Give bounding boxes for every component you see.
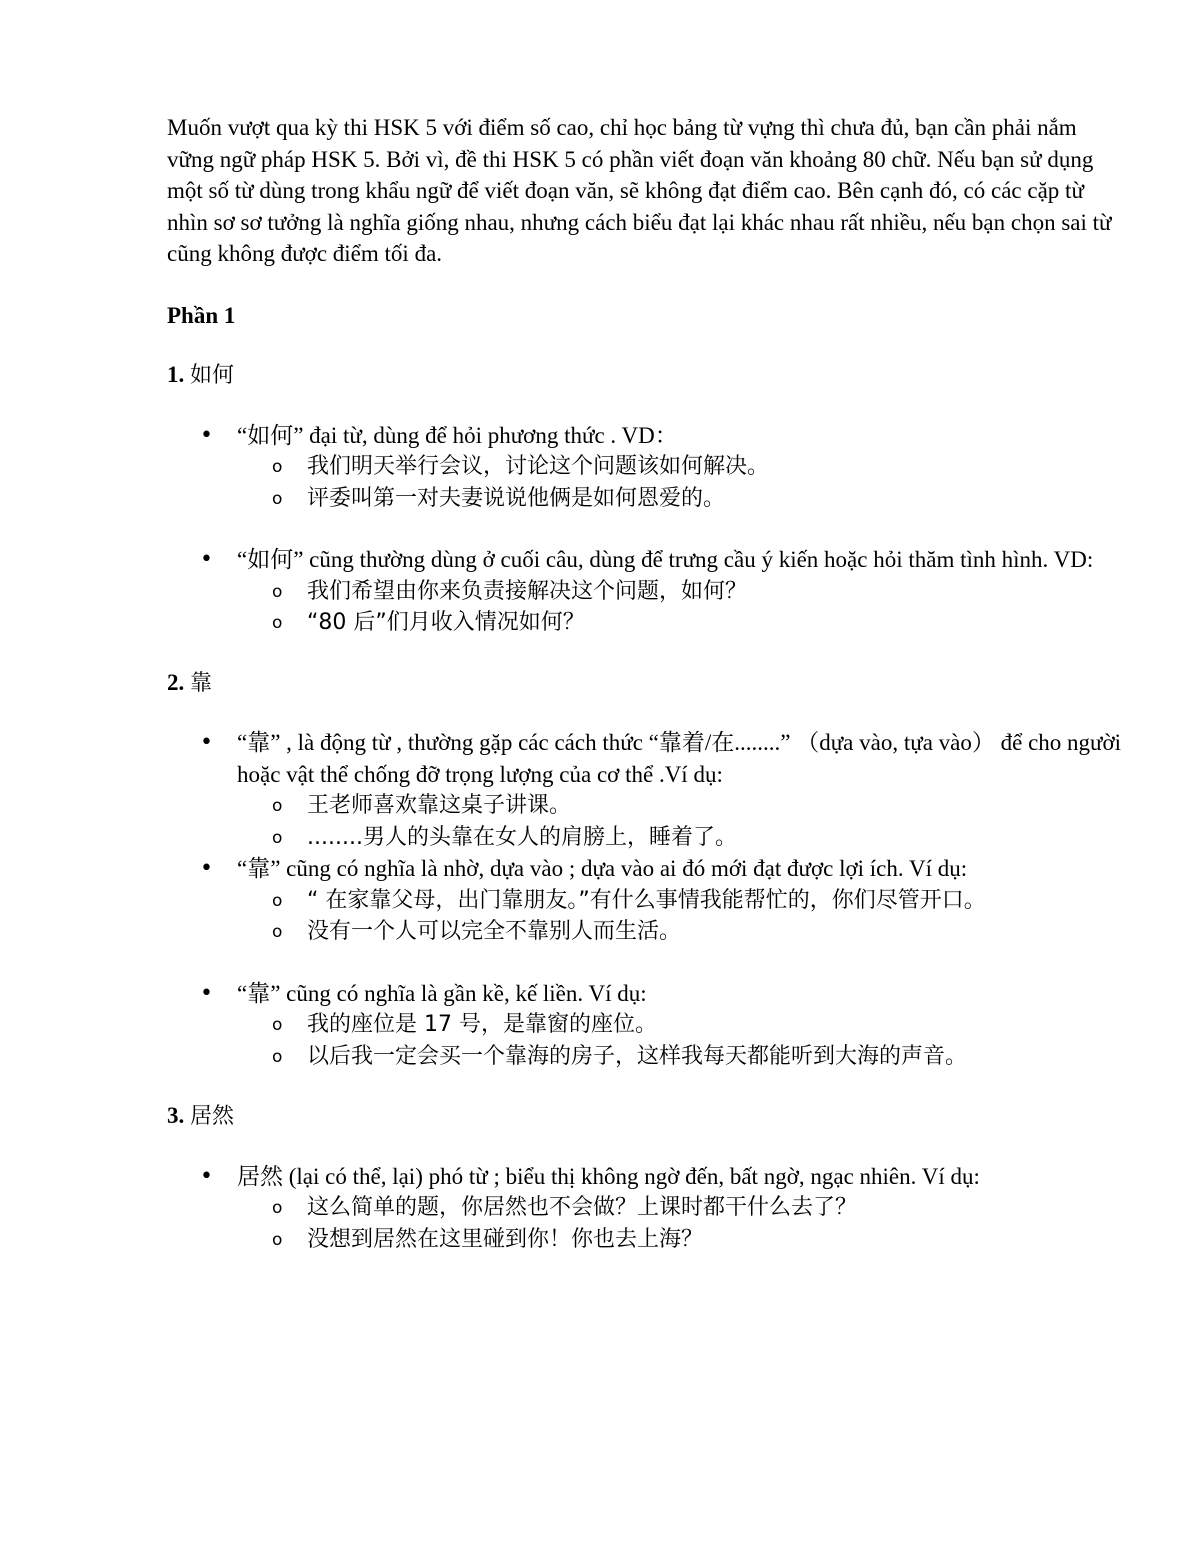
example-item: o 我们希望由你来负责接解决这个问题，如何？ [237, 576, 1127, 608]
bullet-text: “如何” đại từ, dùng để hỏi phương thức . VD： [237, 422, 678, 448]
bullet-item [167, 420, 1127, 515]
bullet-text: “如何” cũng thường dùng ở cuối câu, dùng để trưng cầu ý kiến hoặc hỏi thăm tình hình. VD: [237, 547, 1094, 572]
example-item: o 我的座位是 17 号，是靠窗的座位。 [237, 1009, 1127, 1041]
example-item: o 这么简单的题，你居然也不会做？上课时都干什么去了？ [237, 1192, 1127, 1224]
section-heading-1 [167, 359, 1127, 392]
section-number: 2. [167, 669, 185, 695]
example-item: o “80 后”们月收入情况如何？ [237, 607, 1127, 639]
document-page [167, 112, 1127, 1283]
example-list [237, 1009, 1127, 1072]
example-item: o 评委叫第一对夫妻说说他俩是如何恩爱的。 [237, 483, 1127, 515]
section-word: 居然 [190, 1104, 235, 1129]
example-list [237, 790, 1127, 853]
example-list [237, 451, 1127, 514]
example-list [237, 576, 1127, 639]
example-item: o 王老师喜欢靠这桌子讲课。 [237, 790, 1127, 822]
bullet-text: 居然 (lại có thể, lại) phó từ ; biểu thị không ngờ đến, bất ngờ, ngạc nhiên. Ví dụ: [237, 1163, 980, 1189]
example-list [237, 1192, 1127, 1255]
section-3-list [167, 1161, 1127, 1256]
section-word: 如何 [190, 363, 235, 388]
section-heading-2 [167, 667, 1127, 700]
bullet-item [167, 1161, 1127, 1256]
example-list [237, 885, 1127, 948]
example-item: o 没有一个人可以完全不靠别人而生活。 [237, 916, 1127, 948]
example-item: o 没想到居然在这里碰到你！你也去上海？ [237, 1224, 1127, 1256]
example-item: o 我们明天举行会议，讨论这个问题该如何解决。 [237, 451, 1127, 483]
section-word: 靠 [190, 670, 213, 696]
bullet-item [167, 544, 1127, 639]
bullet-text: “靠” cũng có nghĩa là gần kề, kế liền. Ví dụ: [237, 980, 647, 1006]
section-2-list [167, 727, 1127, 1072]
bullet-item [167, 727, 1127, 853]
bullet-text: “靠” cũng có nghĩa là nhờ, dựa vào ; dựa vào ai đó mới đạt được lợi ích. Ví dụ: [237, 856, 968, 881]
example-item: o ........男人的头靠在女人的肩膀上，睡着了。 [237, 822, 1127, 854]
section-heading-3 [167, 1100, 1127, 1133]
intro-paragraph: Muốn vượt qua kỳ thi HSK 5 với điểm số cao, chỉ học bảng từ vựng thì chưa đủ, bạn cần phải nắm vững ngữ pháp HSK 5. Bởi vì, đề thi HSK 5 có phần viết đoạn văn khoảng 80 chữ. Nếu bạn sử dụng một số từ dùng trong khẩu ngữ để viết đoạn văn, sẽ không đạt điểm cao. Bên cạnh đó, có các cặp từ nhìn sơ sơ tưởng là nghĩa giống nhau, nhưng cách biểu đạt lại khác nhau rất nhiều, nếu bạn chọn sai từ cũng không được điểm tối đa. [167, 115, 1112, 266]
section-1-list [167, 420, 1127, 639]
section-number: 1. [167, 362, 185, 387]
bullet-item [167, 978, 1127, 1073]
example-item: o 以后我一定会买一个靠海的房子，这样我每天都能听到大海的声音。 [237, 1041, 1127, 1073]
part-heading: Phần 1 [167, 302, 236, 328]
bullet-text: “靠” , là động từ , thường gặp các cách thức “靠着/在........” （dựa vào, tựa vào） để cho người hoặc vật thể chống đỡ trọng lượng của cơ thể .Ví dụ: [237, 730, 1122, 787]
example-item: o “ 在家靠父母，出门靠朋友。”有什么事情我能帮忙的，你们尽管开口。 [237, 885, 1127, 917]
section-number: 3. [167, 1103, 185, 1128]
bullet-item [167, 853, 1127, 948]
